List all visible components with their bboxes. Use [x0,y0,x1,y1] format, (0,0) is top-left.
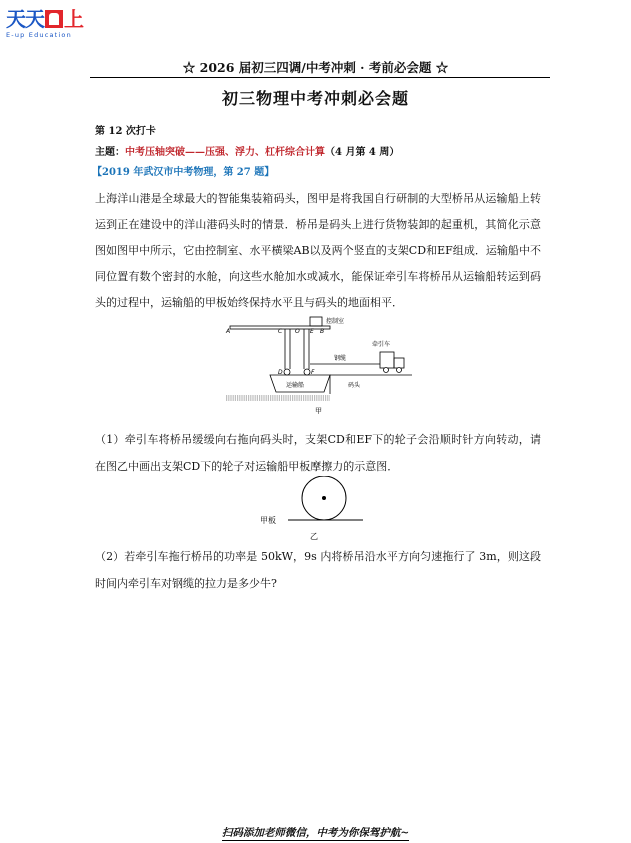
problem-paragraph: 上海洋山港是全球最大的智能集装箱码头，图甲是将我国自行研制的大型桥吊从运输船上转运到正在建设中的洋山港码头时的情景．桥吊是码头上进行货物装卸的起重机，其简化示意图如图甲中所示，它由控制室、水平横梁AB以及两个竖直的支架CD和EF组成．运输船中不同位置有数个密封的水舱，向这些水舱加水或减水，能保证牵引车将桥吊从运输船转运到码头的过程中，运输船的甲板始终保持水平且与码头的地面相平． [95,192,541,309]
label-d: D [278,369,283,376]
label-control: 控制室 [326,318,345,325]
label-o: O [295,328,300,335]
label-e: E [310,328,314,335]
control-room [310,317,322,326]
topic-text: 中考压轴突破——压强、浮力、杠杆综合计算 [125,147,325,158]
page-title: 初三物理中考冲刺必会题 [221,89,409,108]
question-source: 【2019 年武汉市中考物理，第 27 题】 [92,167,275,178]
logo-door-icon [45,10,63,28]
figure2-caption: 乙 [310,532,318,541]
topic-label: 主题： [95,147,125,158]
series-header: ☆ 2026 届初三四调/中考冲刺 · 考前必会题 ☆ [182,60,449,75]
topic-line [95,143,399,158]
label-a: A [226,328,231,335]
footer [0,825,631,840]
label-tractor: 牵引车 [372,341,391,348]
label-b: B [320,328,325,335]
figure-wheel [258,476,378,542]
figure-crane [222,314,412,414]
label-f: F [311,369,315,376]
label-c: C [278,328,283,335]
figure1-caption: 甲 [315,407,322,414]
topic-date: （4 月第 4 周） [325,147,400,158]
logo-subtitle: E-up Education [6,31,72,39]
logo-text-up: 上 [64,7,83,31]
checkin-day: 第 12 次打卡 [95,126,156,137]
label-dock: 码头 [348,382,361,389]
wheel-f [304,369,310,375]
logo [6,8,106,42]
label-ship: 运输船 [286,382,305,389]
wheel-d [284,369,290,375]
logo-text: 天天 [6,7,44,31]
wheel-axle [322,496,326,500]
label-deck: 甲板 [260,516,276,525]
question-2: （2）若牵引车拖行桥吊的功率是 50kW，9s 内将桥吊沿水平方向匀速拖行了 3m，则这段时间内牵引车对钢缆的拉力是多少牛? [95,550,541,590]
label-cable: 钢缆 [334,355,347,362]
footer-text: 扫码添加老师微信，中考为你保驾护航~ [221,827,410,839]
header-divider [90,77,550,78]
question-1: （1）牵引车将桥吊缓缓向右拖向码头时，支架CD和EF下的轮子会沿顺时针方向转动，请在图乙中画出支架CD下的轮子对运输船甲板摩擦力的示意图． [95,433,541,473]
